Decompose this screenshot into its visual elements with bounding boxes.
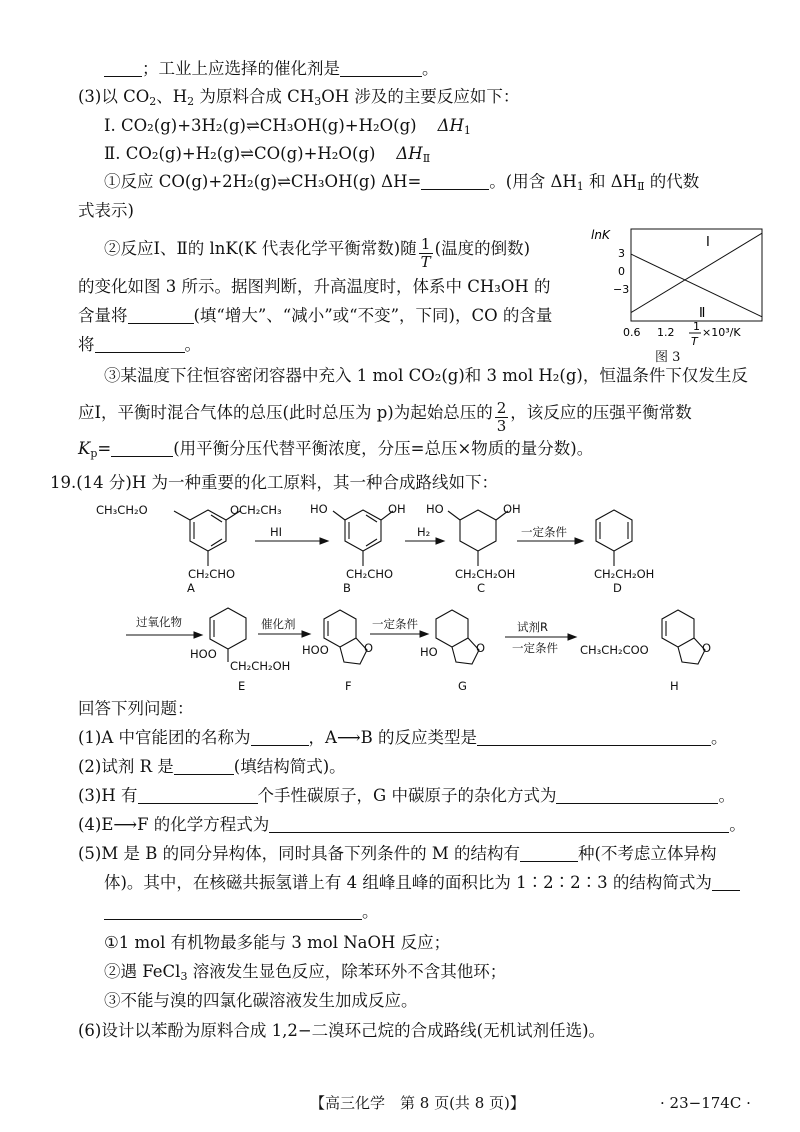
answer-blank [95, 335, 185, 353]
g-ring-oxygen: O [476, 641, 486, 655]
answer-blank [520, 844, 578, 862]
q18-c1-cont: 式表示) [78, 201, 134, 220]
c2-b: (温度的倒数) [434, 239, 531, 258]
q19-sub3 [78, 785, 735, 807]
arrow-reagent-peroxide: 过氧化物 [136, 615, 182, 629]
q18-catalyst-text: ；工业上应选择的催化剂是 [142, 59, 340, 78]
label-a: A [187, 581, 195, 595]
compound-h-ring [662, 610, 694, 647]
x-tick-label: 1.2 [657, 326, 675, 339]
h-ester-group: CH₃CH₂COO [580, 643, 649, 657]
q19-cond1: ①1 mol 有机物最多能与 3 mol NaOH 反应； [104, 933, 451, 952]
q18-c3-line3 [78, 438, 593, 465]
s5-c: 体)。其中，在核磁共振氢谱上有 4 组峰且峰的面积比为 1∶2∶2∶3 的结构简式为 [104, 873, 712, 892]
s1-c: 。 [711, 728, 728, 747]
series-label-I: Ⅰ [706, 235, 710, 250]
c2-f: 将 [78, 335, 95, 354]
p3-sub-3: 3 [314, 95, 322, 108]
kp-symbol: K [78, 439, 91, 458]
q19-ask: 回答下列问题： [78, 699, 194, 718]
p3-sub-2a: 2 [149, 95, 157, 108]
s3-a: (3)H 有 [78, 786, 138, 805]
reaction-1-eq: Ⅰ. CO₂(g)+3H₂(g)⇌CH₃OH(g)+H₂O(g) [104, 116, 417, 135]
q18-c2-line4 [78, 334, 201, 356]
answer-blank [251, 728, 309, 746]
q19-sub6: (6)设计以苯酚为原料合成 1,2−二溴环己烷的合成路线(无机试剂任选)。 [78, 1021, 606, 1040]
answer-blank [174, 757, 234, 775]
y-axis-label: lnK [591, 228, 610, 242]
label-b: B [343, 581, 351, 595]
s1-b: ，A⟶B 的反应类型是 [308, 728, 477, 747]
answer-blank [421, 172, 489, 190]
series-label-II: Ⅱ [699, 306, 706, 321]
p3-d: OH 涉及的主要反应如下： [321, 87, 520, 106]
frac-numerator: 2 [496, 399, 507, 417]
c1-d: 的代数 [644, 172, 700, 191]
c2-a: ②反应Ⅰ、Ⅱ的 lnK(K 代表化学平衡常数)随 [104, 239, 417, 258]
y-tick-label: 0 [618, 265, 625, 278]
answer-blank [128, 306, 194, 324]
f-ring-oxygen: O [364, 641, 374, 655]
answer-blank [111, 439, 173, 457]
q19-cond3: ③不能与溴的四氯化碳溶液发生加成反应。 [104, 991, 418, 1010]
x-tick-label: 0.6 [623, 326, 641, 339]
q19-sub4 [78, 814, 746, 836]
q18-part3-intro [78, 86, 519, 113]
arrow-reagent-catalyst: 催化剂 [261, 617, 296, 631]
q18-c3-line2 [78, 400, 692, 435]
q19-sub1 [78, 727, 728, 749]
reaction-1-dh: ΔH [437, 116, 464, 135]
label-d: D [613, 581, 622, 595]
c1-a: ①反应 CO(g)+2H₂(g)⇌CH₃OH(g) ΔH= [104, 172, 422, 191]
arrow-condition-f-g: 一定条件 [372, 617, 418, 631]
c-hydroxyl-right: OH [503, 502, 521, 516]
q18-line1 [104, 58, 439, 80]
f-hydroperoxy: HOO [302, 643, 329, 657]
s1-a: (1)A 中官能团的名称为 [78, 728, 251, 747]
q18-c2-line3 [78, 305, 552, 327]
c3-f: (用平衡分压代替平衡浓度，分压=总压×物质的量分数)。 [173, 439, 594, 458]
compound-e-ring [210, 608, 246, 649]
p3-b: 、H [156, 87, 188, 106]
c1-c-sub: Ⅱ [637, 180, 645, 193]
b-hydroxyl-right: OH [388, 502, 406, 516]
reaction-2-dh: ΔH [396, 144, 423, 163]
compound-a-ring [190, 510, 226, 551]
c3-e: = [97, 439, 112, 458]
q19-sub5-line1 [78, 843, 716, 865]
q19-heading: 19.(14 分)H 为一种重要的化工原料，其一种合成路线如下： [50, 473, 498, 492]
p3-sub-2b: 2 [187, 95, 195, 108]
reaction-1 [104, 115, 471, 142]
reaction-2 [104, 143, 430, 170]
synthesis-route-diagram [80, 494, 780, 694]
answer-blank [340, 59, 422, 77]
q19-cond2 [104, 961, 506, 988]
arrow-condition-c-d: 一定条件 [521, 525, 567, 539]
series-line-I [631, 233, 762, 312]
s3-c: 。 [718, 786, 735, 805]
a-substituent-right: OCH₂CH₃ [230, 503, 282, 517]
figure-3-caption: 图 3 [655, 350, 681, 365]
frac-denominator: T [420, 253, 431, 271]
c2-d: 含量将 [78, 306, 128, 325]
reaction-2-dh-sub: Ⅱ [422, 152, 431, 165]
series-line-II [631, 254, 762, 317]
label-g: G [458, 679, 467, 693]
footer-exam-code: · 23−174C · [660, 1094, 751, 1112]
answer-blank [104, 59, 142, 77]
g-hydroxyl: HO [420, 645, 438, 659]
q19-sub2 [78, 756, 346, 778]
e-hydroperoxy: HOO [190, 647, 217, 661]
q18-c1 [104, 171, 699, 198]
s5-d: 。 [362, 902, 379, 921]
arrow-reagent-hi: HI [270, 525, 283, 539]
s3-b: 个手性碳原子，G 中碳原子的杂化方式为 [257, 786, 557, 805]
footer-page-info: 【高三化学 第 8 页(共 8 页)】 [310, 1094, 525, 1112]
cond2-b: 溶液发生显色反应，除苯环外不含其他环； [187, 962, 507, 981]
arrow-reagent-h2: H₂ [417, 525, 431, 539]
reaction-2-eq: Ⅱ. CO₂(g)+H₂(g)⇌CO(g)+H₂O(g) [104, 144, 376, 163]
answer-blank [477, 728, 711, 746]
answer-blank [104, 902, 362, 920]
kp-sub: p [90, 447, 98, 460]
label-f: F [345, 679, 352, 693]
two-thirds-fraction [495, 400, 509, 435]
compound-g-ring [436, 610, 468, 647]
e-side-chain: CH₂CH₂OH [230, 659, 291, 673]
q18-c2-line1 [104, 236, 530, 271]
q18-c2-line2: 的变化如图 3 所示。据图判断，升高温度时，体系中 CH₃OH 的 [78, 277, 551, 296]
x-label-denominator: T [691, 335, 698, 348]
q19-sub5-line3 [104, 901, 379, 923]
x-label-numerator: 1 [693, 320, 700, 333]
arrow-reagent-r: 试剂R [517, 620, 548, 634]
a-substituent-left: CH₃CH₂O [96, 503, 148, 517]
frac-numerator: 1 [419, 236, 433, 254]
compound-d-ring [596, 510, 632, 551]
h-ring-oxygen: O [702, 641, 712, 655]
label-c: C [477, 581, 486, 595]
label-h: H [670, 679, 679, 693]
c1-c: 和 ΔH [583, 172, 638, 191]
y-tick-label: 3 [618, 247, 625, 260]
cond2-sub: 3 [180, 970, 188, 983]
c-hydroxyl-left: HO [426, 502, 444, 516]
c-side-chain: CH₂CH₂OH [455, 567, 516, 581]
q19-sub5-line2 [104, 872, 740, 894]
frac-denominator: 3 [496, 417, 507, 435]
answer-blank [556, 786, 718, 804]
p3-c: 为原料合成 CH [194, 87, 315, 106]
c1-b: 。(用含 ΔH [489, 172, 577, 191]
q18-line1-end: 。 [422, 59, 439, 78]
compound-b-ring [345, 510, 381, 551]
s2-b: (填结构简式)。 [233, 757, 346, 776]
label-e: E [238, 679, 246, 693]
c3-c: ，该反应的压强平衡常数 [510, 403, 692, 422]
y-tick-label: −3 [613, 283, 630, 296]
answer-blank [712, 873, 740, 891]
c2-g: 。 [184, 335, 201, 354]
p3-a: (3)以 CO [78, 87, 150, 106]
c1-b-sub: 1 [576, 180, 584, 193]
figure-3-chart [590, 224, 770, 360]
a-side-chain: CH₂CHO [188, 567, 236, 581]
b-hydroxyl-left: HO [310, 502, 328, 516]
compound-c-ring [460, 510, 496, 551]
cond2-a: ②遇 FeCl [104, 962, 181, 981]
q18-c3-line1: ③某温度下往恒容密闭容器中充入 1 mol CO₂(g)和 3 mol H₂(g)，恒温条件下仅发生反 [104, 366, 748, 385]
reaction-1-dh-sub: 1 [463, 124, 471, 137]
d-side-chain: CH₂CH₂OH [594, 567, 655, 581]
arrow-condition-g-h: 一定条件 [512, 641, 558, 655]
x-unit-label: ×10³/K [702, 326, 741, 339]
s5-b: 种(不考虑立体异构 [578, 844, 717, 863]
answer-blank [138, 786, 258, 804]
c3-b: 应Ⅰ，平衡时混合气体的总压(此时总压为 p)为起始总压的 [78, 403, 493, 422]
s2-a: (2)试剂 R 是 [78, 757, 174, 776]
s5-a: (5)M 是 B 的同分异构体，同时具备下列条件的 M 的结构有 [78, 844, 521, 863]
compound-f-ring [324, 610, 356, 647]
answer-blank [269, 815, 729, 833]
s4-b: 。 [729, 815, 746, 834]
c2-e: (填“增大”、“减小”或“不变”，下同)，CO 的含量 [193, 306, 553, 325]
s4-a: (4)E⟶F 的化学方程式为 [78, 815, 270, 834]
inverse-t-fraction [419, 236, 433, 271]
b-side-chain: CH₂CHO [346, 567, 394, 581]
